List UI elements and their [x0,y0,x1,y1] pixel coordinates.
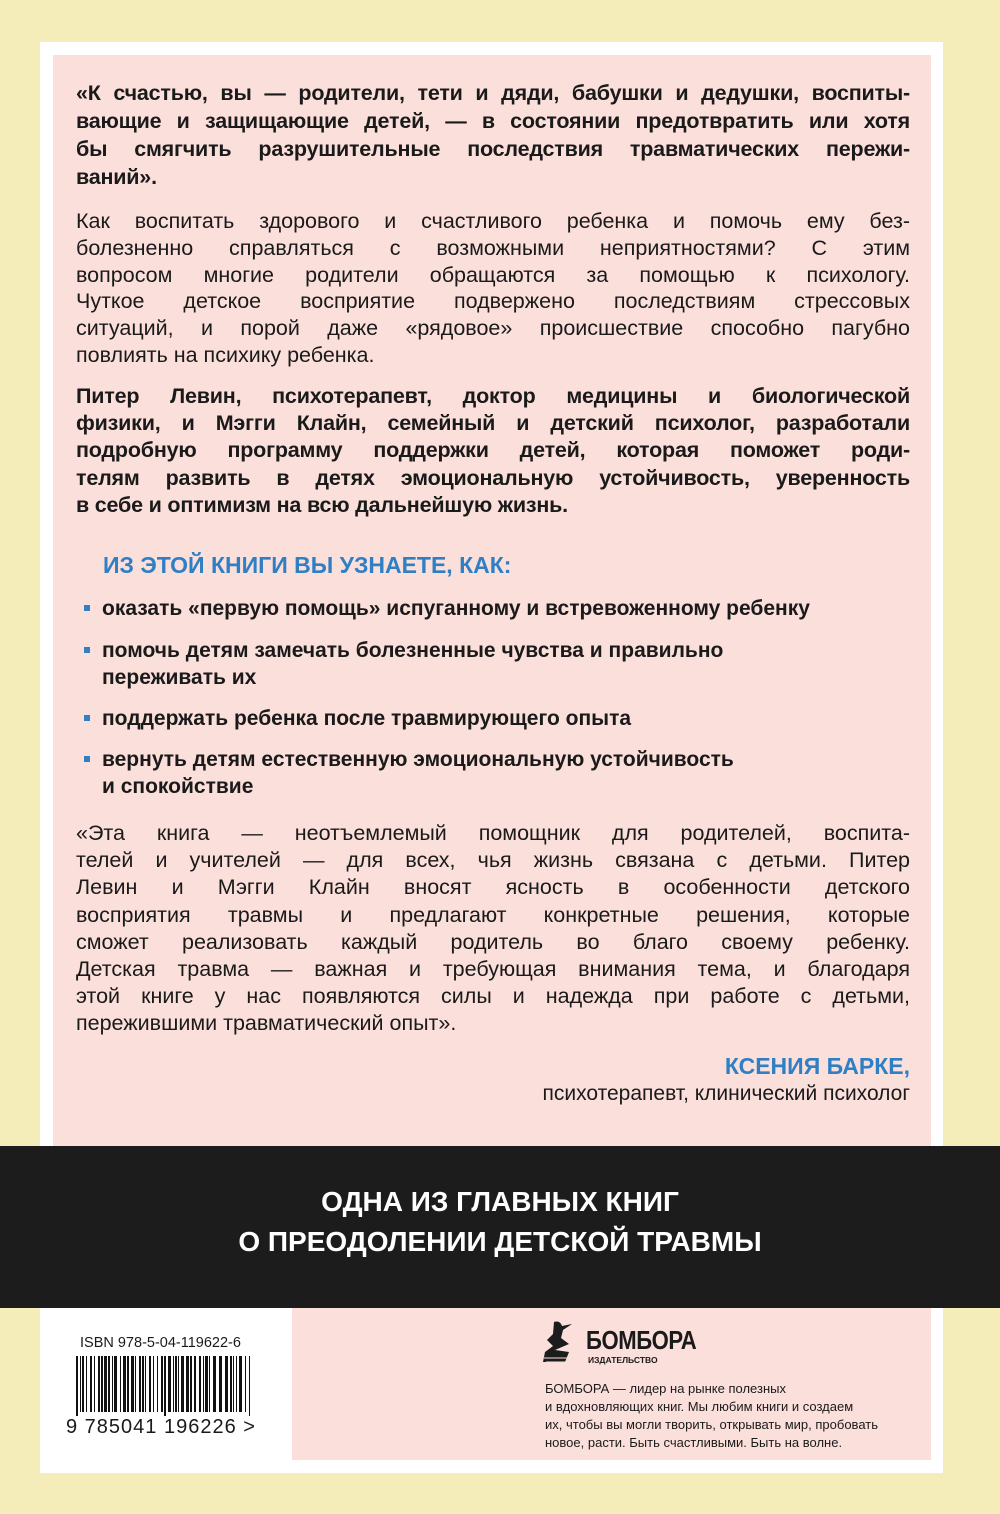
barcode-bar [145,1356,146,1412]
barcode-bar [190,1356,192,1412]
barcode-bar [225,1356,228,1412]
barcode-bar [245,1356,246,1412]
barcode-bar [157,1356,158,1412]
barcode-bar [90,1356,92,1412]
barcode-bar [94,1356,95,1412]
bullet-square-icon [84,756,90,762]
review-author-role: психотерапевт, клинический психолог [542,1082,910,1105]
text-line: вопросом многие родители обращаются за помощью к психологу. [76,262,910,287]
text-line: этой книге у нас появляются силы и надежда при работе с детьми, [76,984,910,1009]
text-line: болезненно справляться с возможными неприятностями? С этим [76,235,910,260]
publisher-subtitle: ИЗДАТЕЛЬСТВО [588,1355,658,1365]
authors-paragraph [76,383,910,519]
text-line: физики, и Мэгги Клайн, семейный и детский психолог, разработали [76,411,910,436]
barcode-bar [239,1356,242,1412]
barcode-bar [205,1356,208,1412]
bullet-square-icon [84,605,90,611]
barcode-bar [135,1356,136,1412]
text-line: Чуткое детское восприятие подвержено последствиям стрессовых [76,289,910,314]
intro-quote [76,79,910,191]
publisher-name: БОМБОРА [586,1325,697,1355]
barcode-bar [101,1356,103,1412]
barcode-bar [199,1356,201,1412]
barcode-bar [153,1356,154,1412]
publisher-about: БОМБОРА — лидер на рынке полезных и вдохновляющих книг. Мы любим книги и создаем их, чтобы вы могли творить, открывать мир, пробовать новое, расти. Быть счастливыми. Быть на волне. [545,1381,878,1450]
text-line: сможет реализовать каждый родитель во благо своему ребенку. [76,929,910,954]
isbn-text: ISBN 978-5-04-119622-6 [80,1335,241,1351]
text-line: бы смягчить разрушительные последствия травматических пережи- [76,137,910,161]
barcode-bar [230,1356,232,1412]
text-line: «Эта книга — неотъемлемый помощник для родителей, воспита- [76,821,910,845]
barcode-bar [127,1356,129,1412]
description-paragraph [76,208,910,369]
bullet-text: помочь детям замечать болезненные чувства и правильно переживать их [102,639,724,689]
bullet-item [84,746,734,800]
text-line: в себе и оптимизм на всю дальнейшую жизнь. [76,492,568,517]
barcode-bar [139,1356,141,1412]
text-line: ситуаций, и порой даже «рядовое» происшествие способно пагубно [76,316,910,341]
barcode-bar [168,1356,171,1412]
barcode-bar [178,1356,179,1412]
text-line: пережившими травматический опыт». [76,1011,457,1036]
text-line: повлиять на психику ребенка. [76,342,375,367]
barcode-bar [233,1356,234,1412]
barcode-bar [161,1356,163,1412]
review-quote [76,820,910,1038]
barcode-bar [80,1356,81,1412]
learn-heading: ИЗ ЭТОЙ КНИГИ ВЫ УЗНАЕТЕ, КАК: [103,552,512,578]
barcode-number: 9 785041 196226 > [66,1416,256,1438]
text-line: вающие и защищающие детей, — в состоянии предотвратить или хотя [76,109,910,133]
text-line: восприятия травмы и предлагают конкретные решения, которые [76,902,910,927]
review-author: КСЕНИЯ БАРКЕ, [724,1053,910,1079]
barcode-bar [186,1356,189,1412]
barcode-bar [120,1356,121,1412]
text-line: подробную программу поддержки детей, которая поможет роди- [76,438,910,463]
text-line: «К счастью, вы — родители, тети и дяди, бабушки и дедушки, воспиты- [76,81,910,105]
text-line: телям развить в детях эмоциональную устойчивость, уверенность [76,465,910,490]
barcode-bar [175,1356,177,1412]
tagline-line-2: О ПРЕОДОЛЕНИИ ДЕТСКОЙ ТРАВМЫ [238,1226,762,1257]
barcode-bar [173,1356,174,1412]
barcode-bar [236,1356,237,1412]
barcode-bar [164,1356,166,1416]
barcode-bar [194,1356,196,1412]
tagline-line-1: ОДНА ИЗ ГЛАВНЫХ КНИГ [321,1186,679,1217]
barcode-bar [181,1356,184,1412]
barcode-bar [203,1356,204,1412]
bullet-text: поддержать ребенка после травмирующего опыта [102,707,632,730]
barcode-bar [149,1356,151,1412]
tagline-band [0,1146,1000,1308]
text-line: телей и учителей — для всех, чья жизнь связана с детьми. Питер [76,848,910,873]
barcode-bar [104,1356,107,1412]
barcode-bar [112,1356,113,1412]
text-line: Левин и Мэгги Клайн вносят ясность в особенности детского [76,875,910,900]
barcode-bar [209,1356,210,1412]
barcode-bar [131,1356,134,1412]
barcode-bar [82,1356,84,1412]
bullet-square-icon [84,647,90,653]
bullet-item [84,595,810,622]
barcode-bar [213,1356,216,1412]
bullet-text: вернуть детям естественную эмоциональную устойчивость и спокойствие [102,748,734,798]
barcode-icon [70,1356,260,1416]
barcode-bar [142,1356,144,1412]
bullet-item [84,705,631,732]
barcode-bar [98,1356,100,1412]
text-line: Как воспитать здорового и счастливого ребенка и помочь ему без- [76,209,910,233]
barcode-bar [114,1356,117,1412]
bullet-item [84,637,723,691]
barcode-bar [219,1356,222,1412]
barcode-bar [86,1356,87,1412]
barcode-bar [108,1356,110,1412]
text-line: ваний». [76,165,157,189]
barcode-bar [249,1356,250,1416]
barcode-bar [123,1356,126,1412]
bullet-square-icon [84,715,90,721]
bullet-text: оказать «первую помощь» испуганному и встревоженному ребенку [102,597,810,620]
text-line: Питер Левин, психотерапевт, доктор медицины и биологической [76,384,910,408]
barcode-bar [76,1356,78,1416]
text-line: Детская травма — важная и требующая внимания тема, и благодаря [76,957,910,982]
